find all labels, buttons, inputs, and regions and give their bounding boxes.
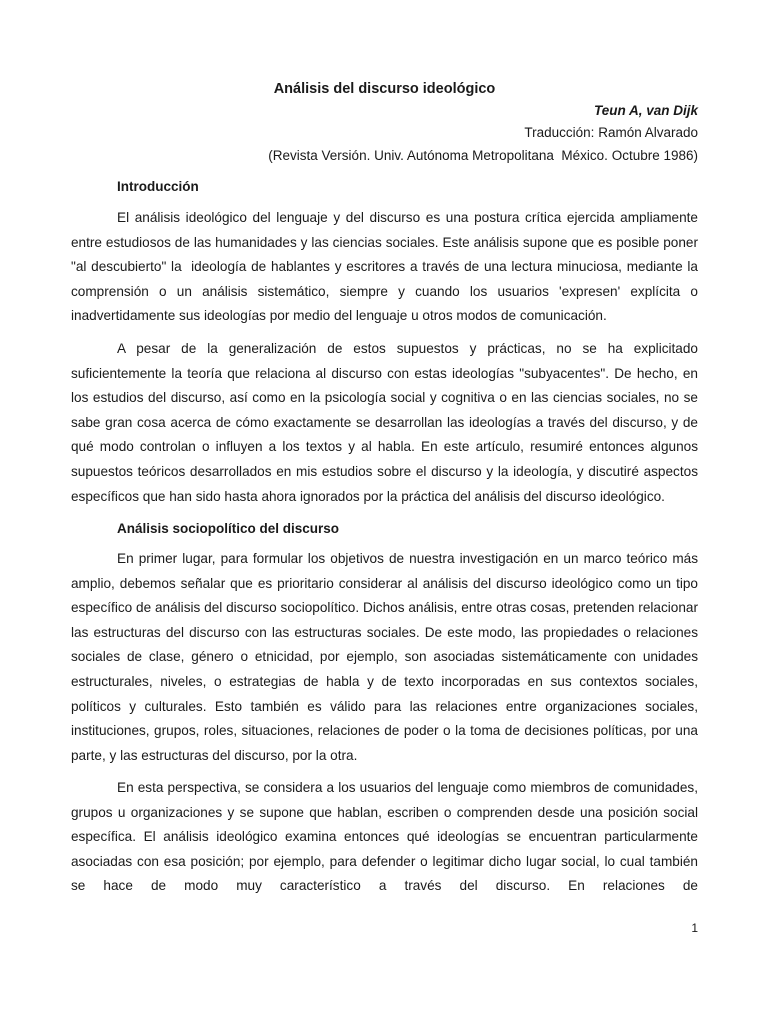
publication-source: (Revista Versión. Univ. Autónoma Metropolitana México. Octubre 1986) <box>268 148 698 163</box>
section-heading-sociopolitical: Análisis sociopolítico del discurso <box>117 521 340 536</box>
author-name: Teun A, van Dijk <box>593 103 698 118</box>
section-heading-introduction: Introducción <box>117 179 199 194</box>
document-title: Análisis del discurso ideológico <box>273 81 496 97</box>
document-page <box>71 0 702 1024</box>
translation-credit: Traducción: Ramón Alvarado <box>524 125 698 140</box>
paragraph: En primer lugar, para formular los objetivos de nuestra investigación en un marco teórico más amplio, debemos señalar que es prioritario considerar al análisis del discurso ideológico como un tipo específico de análisis del discurso sociopolítico. Dichos análisis, entre otras cosas, pretenden relacionar las estructuras del discurso con las estructuras sociales. De este modo, las propiedades o relaciones sociales de clase, género o etnicidad, por ejemplo, son asociadas sistemáticamente con unidades estructurales, niveles, o estrategias de habla y de texto incorporadas en sus contextos sociales, políticos y culturales. Esto también es válido para las relaciones entre organizaciones sociales, instituciones, grupos, roles, situaciones, relaciones de poder o la toma de decisiones políticas, por una parte, y las estructuras del discurso, por la otra. <box>71 551 702 763</box>
paragraph: El análisis ideológico del lenguaje y del discurso es una postura crítica ejercida ampliamente entre estudiosos de las humanidades y las ciencias sociales. Este análisis supone que es posible poner "al descubierto" la ideología de hablantes y escritores a través de una lectura minuciosa, mediante la comprensión o un análisis sistemático, siempre y cuando los usuarios 'expresen' explícita o inadvertidamente sus ideologías por medio del lenguaje u otros modos de comunicación. <box>71 210 702 324</box>
paragraph: En esta perspectiva, se considera a los usuarios del lenguaje como miembros de comunidades, grupos u organizaciones y se supone que hablan, escriben o comprenden desde una posición social específica. El análisis ideológico examina entonces qué ideologías se encuentran particularmente asociadas con esa posición; por ejemplo, para defender o legitimar dicho lugar social, lo cual también se hace de modo muy característico a través del discurso. En relaciones de <box>71 780 702 894</box>
page-number: 1 <box>691 921 698 935</box>
paragraph: A pesar de la generalización de estos supuestos y prácticas, no se ha explicitado suficientemente la teoría que relaciona al discurso con estas ideologías "subyacentes". De hecho, en los estudios del discurso, así como en la psicología social y cognitiva o en las ciencias sociales, no se sabe gran cosa acerca de cómo exactamente se desarrollan las ideologías a través del discurso, y de qué modo controlan o influyen a los textos y al habla. En este artículo, resumiré entonces algunos supuestos teóricos desarrollados en mis estudios sobre el discurso y la ideología, y discutiré aspectos específicos que han sido hasta ahora ignorados por la práctica del análisis del discurso ideológico. <box>71 341 702 504</box>
